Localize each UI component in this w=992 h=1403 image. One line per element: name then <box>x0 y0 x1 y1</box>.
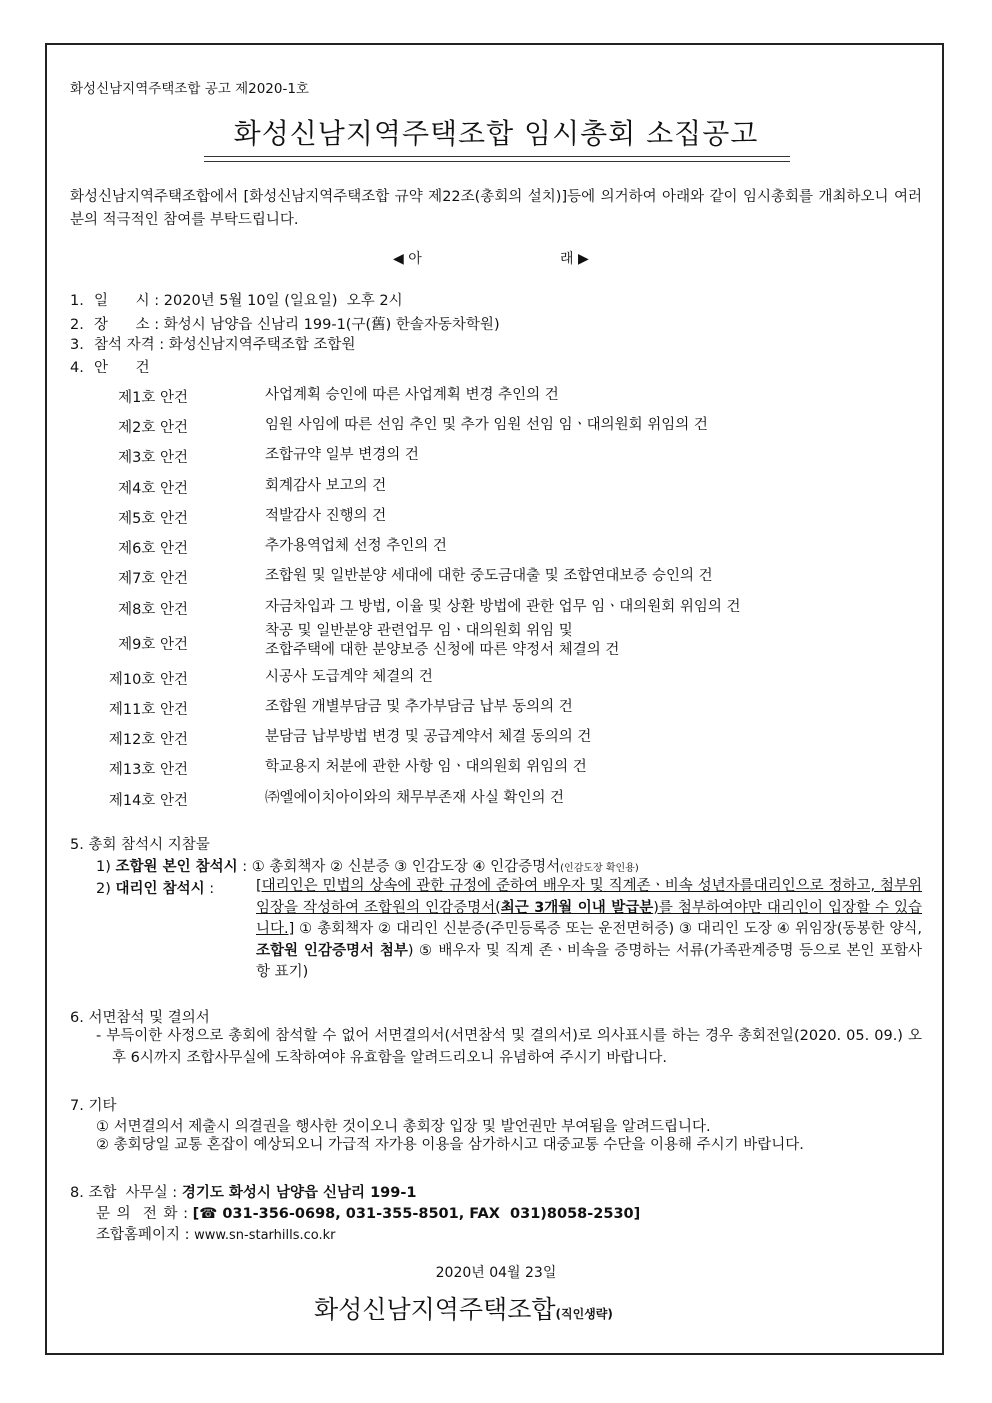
item-agenda-heading <box>70 356 150 377</box>
item-label: 일 시 <box>94 293 150 309</box>
agenda-number: 제2호 안건 <box>118 420 188 436</box>
section-7-item-1: ① 서면결의서 제출시 의결권을 행사한 것이오니 총회장 입장 및 발언권만 부여됨을 알려드립니다. <box>96 1119 711 1135</box>
office-address: 경기도 화성시 남양읍 신남리 199-1 <box>181 1185 417 1201</box>
proxy-items-2: ) ⑤ 배우자 및 직계 존ㆍ비속을 증명하는 서류(가족관계증명 등으로 본인 포함사항 표기) <box>256 942 922 980</box>
section-5-line-2-label <box>96 877 214 898</box>
agenda-text: ㈜엘에이치아이와의 채무부존재 사실 확인의 건 <box>265 790 565 806</box>
below-marker-left: ◀ 아 <box>393 251 422 267</box>
agenda-text: 시공사 도급계약 체결의 건 <box>265 669 433 685</box>
separator: : <box>178 1206 193 1222</box>
agenda-number: 제11호 안건 <box>108 702 188 718</box>
item-label: 장 소 <box>94 317 150 333</box>
item-value: 화성시 남양읍 신남리 199-1(구(舊) 한솔자동차학원) <box>163 317 500 333</box>
agenda-number: 제10호 안건 <box>108 672 188 688</box>
page-title: 화성신남지역주택조합 임시총회 소집공고 <box>233 117 759 150</box>
self-attendance-note: (인감도장 확인용) <box>560 863 639 874</box>
proxy-items: ① 총회책자 ② 대리인 신분증(주민등록증 또는 운전면허증) ③ 대리인 도장 ④ 위임장(동봉한 양식, <box>294 921 922 937</box>
below-marker-right: 래 ▶ <box>560 251 589 267</box>
title-double-rule <box>204 156 790 162</box>
agenda-number: 제5호 안건 <box>118 511 188 527</box>
section-5-heading: 5. 총회 참석시 지참물 <box>70 837 210 853</box>
notice-date: 2020년 04월 23일 <box>435 1265 557 1281</box>
homepage-url: www.sn-starhills.co.kr <box>194 1228 336 1243</box>
list-marker: 1) <box>96 859 116 875</box>
list-marker: 2) <box>96 881 116 897</box>
homepage-label: 조합홈페이지 <box>96 1227 181 1243</box>
proxy-rule-text: [대리인은 민법의 상속에 관한 규정에 준하여 배우자 및 직계존ㆍ비속 성년자를대리인으로 정하고, 첨부위임장을 작성하여 조합원의 인감증명서( <box>256 878 922 916</box>
intro-paragraph: 화성신남지역주택조합에서 [화성신남지역주택조합 규약 제22조(총회의 설치)]등에 의거하여 아래와 같이 임시총회를 개최하오니 여러분의 적극적인 참여를 부탁드립니다. <box>70 189 922 228</box>
agenda-text: 추가용역업체 선정 추인의 건 <box>265 538 447 554</box>
proxy-rule-bold: 최근 3개월 이내 발급분 <box>500 899 654 916</box>
section-8-office <box>70 1181 416 1202</box>
agenda-text: 회계감사 보고의 건 <box>265 478 387 494</box>
agenda-number: 제9호 안건 <box>118 637 188 653</box>
agenda-number: 제14호 안건 <box>108 793 188 809</box>
agenda-text: 착공 및 일반분양 관련업무 임ㆍ대의원회 위임 및 <box>265 623 573 639</box>
agenda-text: 분담금 납부방법 변경 및 공급계약서 체결 동의의 건 <box>265 729 592 745</box>
proxy-items-bold: 조합원 인감증명서 첨부 <box>256 942 408 959</box>
item-number: 4. <box>70 360 84 376</box>
organization-name: 화성신남지역주택조합 <box>314 1295 556 1324</box>
item-label: 안 건 <box>94 360 150 376</box>
agenda-number: 제4호 안건 <box>118 481 188 497</box>
item-eligibility: 3. 참석 자격 : 화성신남지역주택조합 조합원 <box>70 337 356 353</box>
office-label: 8. 조합 사무실 <box>70 1185 168 1201</box>
section-8-phone <box>96 1202 640 1223</box>
section-7-item-2-text: ② 총회당일 교통 혼잡이 예상되오니 가급적 자가용 이용을 삼가하시고 대중교통 수단을 이용해 주시기 바랍니다. <box>96 1137 804 1153</box>
proxy-attendance-body <box>256 876 922 984</box>
agenda-text: 조합원 및 일반분양 세대에 대한 중도금대출 및 조합연대보증 승인의 건 <box>265 568 713 584</box>
section-8-homepage <box>96 1223 336 1244</box>
separator: : <box>167 1185 182 1201</box>
self-attendance-label: 조합원 본인 참석시 <box>115 859 238 875</box>
agenda-number: 제8호 안건 <box>118 602 188 618</box>
agenda-number: 제12호 안건 <box>108 732 188 748</box>
separator: : <box>204 881 215 897</box>
item-number: 3. <box>70 337 84 353</box>
item-number: 2. <box>70 317 84 333</box>
self-attendance-items: : ① 총회책자 ② 신분증 ③ 인감도장 ④ 인감증명서 <box>237 859 561 875</box>
phone-numbers: [☎ 031-356-0698, 031-355-8501, FAX 031)8058-2530] <box>192 1206 641 1222</box>
seal-omitted-note: (직인생략) <box>555 1307 613 1321</box>
section-6-text: - 부득이한 사정으로 총회에 참석할 수 없어 서면결의서(서면참석 및 결의서)로 의사표시를 하는 경우 총회전일(2020. 05. 09.) 오후 6시까지 조합사무실에 도착하여야 유효함을 알려드리오니 유념하여 주시기 바랍니다. <box>96 1028 922 1066</box>
notice-reference: 화성신남지역주택조합 공고 제2020-1호 <box>70 81 309 97</box>
agenda-number: 제6호 안건 <box>118 541 188 557</box>
item-label: 참석 자격 <box>94 337 155 353</box>
separator: : <box>180 1227 195 1243</box>
agenda-text: 사업계획 승인에 따른 사업계획 변경 추인의 건 <box>265 387 559 403</box>
section-6-heading: 6. 서면참석 및 결의서 <box>70 1010 210 1026</box>
section-5-line-1 <box>96 855 639 876</box>
section-6-body <box>96 1026 922 1069</box>
agenda-text: 조합원 개별부담금 및 추가부담금 납부 동의의 건 <box>265 699 573 715</box>
item-place: 2. 장 소 : 화성시 남양읍 신남리 199-1(구(舊) 한솔자동차학원) <box>70 317 500 333</box>
phone-label: 문 의 전 화 <box>96 1206 179 1222</box>
item-value: 2020년 5월 10일 (일요일) 오후 2시 <box>163 293 403 309</box>
item-date: 1. 일 시 : 2020년 5월 10일 (일요일) 오후 2시 <box>70 293 403 309</box>
section-7-item-2 <box>96 1135 922 1157</box>
agenda-number: 제1호 안건 <box>118 390 188 406</box>
agenda-text: 임원 사임에 따른 선임 추인 및 추가 임원 선임 임ㆍ대의원회 위임의 건 <box>265 417 708 433</box>
agenda-number: 제13호 안건 <box>108 762 188 778</box>
organization-signature <box>314 1290 613 1326</box>
agenda-number: 제7호 안건 <box>118 571 188 587</box>
agenda-text: 학교용지 처분에 관한 사항 임ㆍ대의원회 위임의 건 <box>265 759 587 775</box>
agenda-text: 자금차입과 그 방법, 이율 및 상환 방법에 관한 업무 임ㆍ대의원회 위임의 건 <box>265 599 741 615</box>
item-number: 1. <box>70 293 84 309</box>
agenda-text: 적발감사 진행의 건 <box>265 508 387 524</box>
section-7-heading: 7. 기타 <box>70 1098 117 1114</box>
item-value: 화성신남지역주택조합 조합원 <box>168 337 356 353</box>
proxy-rule-text-2: )를 첨부하여야만 대리인이 입장할 수 있습니다.] <box>256 899 922 937</box>
agenda-number: 제3호 안건 <box>118 450 188 466</box>
proxy-attendance-label: 대리인 참석시 <box>115 881 205 897</box>
agenda-text-line2: 조합주택에 대한 분양보증 신청에 따른 약정서 체결의 건 <box>265 642 620 658</box>
agenda-text: 조합규약 일부 변경의 건 <box>265 447 419 463</box>
